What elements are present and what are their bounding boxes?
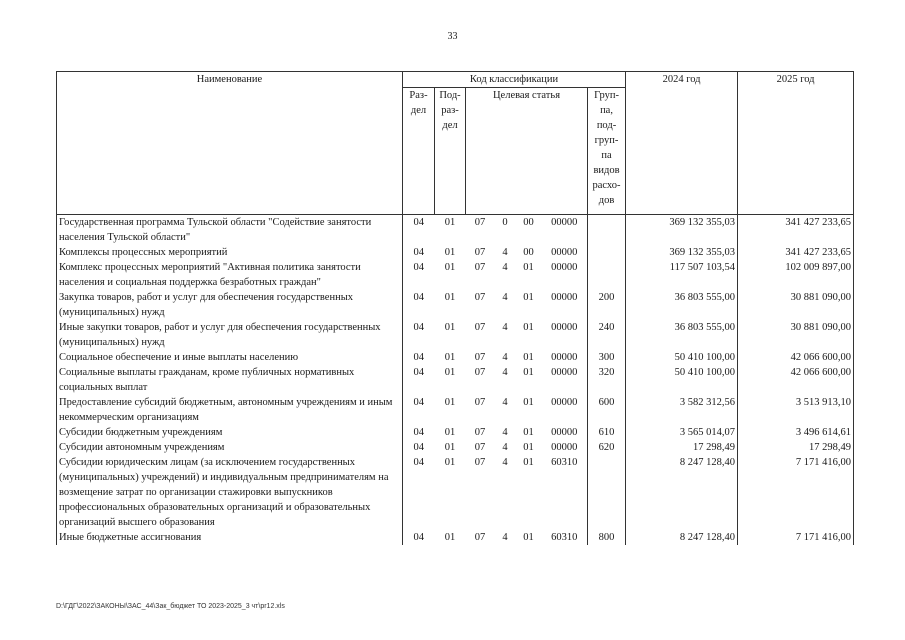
cell-target-type: 4 [502,532,508,543]
cell-section: 04 [413,247,424,258]
cell-amount-2024: 17 298,49 [626,440,738,455]
table-row [57,395,854,425]
cell-target-code: 00000 [542,245,588,260]
cell-target-type: 4 [502,352,508,363]
cell-subsection: 01 [444,532,456,543]
cell-target-program: 07 [474,427,486,438]
cell-amount-2025: 17 298,49 [738,440,854,455]
table-row [57,350,854,365]
header-name: Наименование [57,72,403,215]
header-code-group: Код классификации [403,72,626,88]
cell-expense-group [588,260,626,290]
cell-subsection: 01 [444,352,456,363]
table-row [57,215,854,246]
cell-expense-group: 610 [588,425,626,440]
cell-target-code: 00000 [542,395,588,425]
cell-target-program: 07 [474,442,486,453]
cell-amount-2025: 30 881 090,00 [738,320,854,350]
cell-target-code: 00000 [542,290,588,320]
cell-target-program: 07 [474,292,486,303]
cell-target-type: 4 [502,247,508,258]
table-row [57,425,854,440]
cell-expense-group: 320 [588,365,626,395]
cell-amount-2025: 30 881 090,00 [738,290,854,320]
cell-amount-2024: 117 507 103,54 [626,260,738,290]
header-year-2024: 2024 год [626,72,738,215]
cell-target-code: 60310 [542,530,588,545]
cell-amount-2024: 369 132 355,03 [626,215,738,246]
cell-expense-group: 200 [588,290,626,320]
cell-subsection: 01 [444,217,456,228]
cell-name: Государственная программа Тульской области "Содействие занятости населения Тульской области" [57,215,403,246]
cell-expense-group: 600 [588,395,626,425]
cell-expense-group: 800 [588,530,626,545]
cell-target-direction: 01 [523,352,534,363]
cell-amount-2025: 3 496 614,61 [738,425,854,440]
cell-section: 04 [413,457,424,468]
cell-name: Закупка товаров, работ и услуг для обеспечения государственных (муниципальных) нужд [57,290,403,320]
cell-target-code: 00000 [542,440,588,455]
cell-target-type: 4 [502,397,508,408]
cell-target-direction: 00 [523,217,534,228]
cell-subsection: 01 [444,247,456,258]
header-target-article: Целевая статья [466,88,588,215]
cell-subsection: 01 [444,442,456,453]
cell-target-program: 07 [474,532,486,543]
cell-target-type: 4 [502,457,508,468]
cell-name: Субсидии бюджетным учреждениям [57,425,403,440]
cell-target-direction: 00 [523,247,534,258]
cell-target-program: 07 [474,262,486,273]
cell-expense-group: 300 [588,350,626,365]
cell-name: Субсидии юридическим лицам (за исключением государственных (муниципальных) учреждений) и индивидуальным предпринимателям на возмещение затрат по организации стажировки выпускников профессиональных образовательных организаций и образовательных организаций высшего образования [57,455,403,530]
cell-subsection: 01 [444,367,456,378]
cell-target-type: 4 [502,292,508,303]
cell-name: Иные закупки товаров, работ и услуг для обеспечения государственных (муниципальных) нужд [57,320,403,350]
budget-table [56,71,854,545]
cell-target-type: 4 [502,442,508,453]
cell-name: Социальные выплаты гражданам, кроме публичных нормативных социальных выплат [57,365,403,395]
cell-amount-2024: 369 132 355,03 [626,245,738,260]
cell-amount-2024: 50 410 100,00 [626,365,738,395]
cell-target-direction: 01 [523,532,534,543]
table-row [57,245,854,260]
table-body [57,215,854,546]
cell-amount-2024: 36 803 555,00 [626,320,738,350]
table-row [57,320,854,350]
cell-target-code: 00000 [542,320,588,350]
cell-section: 04 [413,352,424,363]
cell-amount-2025: 3 513 913,10 [738,395,854,425]
cell-amount-2025: 102 009 897,00 [738,260,854,290]
cell-amount-2025: 42 066 600,00 [738,365,854,395]
cell-target-program: 07 [474,322,486,333]
cell-target-direction: 01 [523,442,534,453]
cell-subsection: 01 [444,457,456,468]
cell-amount-2024: 36 803 555,00 [626,290,738,320]
cell-section: 04 [413,532,424,543]
cell-target-direction: 01 [523,457,534,468]
cell-subsection: 01 [444,427,456,438]
cell-target-direction: 01 [523,427,534,438]
cell-expense-group: 240 [588,320,626,350]
cell-amount-2025: 341 427 233,65 [738,215,854,246]
table-row [57,455,854,530]
cell-target-direction: 01 [523,322,534,333]
cell-name: Социальное обеспечение и иные выплаты населению [57,350,403,365]
cell-target-type: 4 [502,367,508,378]
cell-name: Комплекс процессных мероприятий "Активная политика занятости населения и социальная поддержка безработных граждан" [57,260,403,290]
cell-subsection: 01 [444,397,456,408]
cell-target-code: 00000 [542,425,588,440]
cell-section: 04 [413,442,424,453]
table-row [57,290,854,320]
cell-amount-2024: 3 582 312,56 [626,395,738,425]
cell-section: 04 [413,427,424,438]
cell-expense-group [588,455,626,530]
cell-expense-group [588,215,626,246]
cell-target-type: 0 [502,217,508,228]
cell-target-code: 00000 [542,365,588,395]
table-row [57,440,854,455]
cell-name: Субсидии автономным учреждениям [57,440,403,455]
cell-target-program: 07 [474,457,486,468]
cell-section: 04 [413,322,424,333]
cell-section: 04 [413,262,424,273]
cell-amount-2025: 7 171 416,00 [738,455,854,530]
cell-expense-group: 620 [588,440,626,455]
cell-target-type: 4 [502,427,508,438]
file-path-footer: D:\ГДГ\2022\ЗАКОНЫ\ЗАС_44\Зак_бюджет ТО 2023-2025_3 чт\pr12.xls [56,603,285,610]
table-row [57,260,854,290]
cell-target-program: 07 [474,247,486,258]
cell-target-program: 07 [474,367,486,378]
cell-target-type: 4 [502,322,508,333]
cell-amount-2024: 8 247 128,40 [626,530,738,545]
cell-target-type: 4 [502,262,508,273]
cell-target-program: 07 [474,397,486,408]
table-row [57,530,854,545]
cell-target-code: 00000 [542,260,588,290]
cell-subsection: 01 [444,322,456,333]
cell-amount-2024: 50 410 100,00 [626,350,738,365]
cell-target-code: 00000 [542,350,588,365]
cell-target-program: 07 [474,217,486,228]
cell-amount-2024: 8 247 128,40 [626,455,738,530]
cell-amount-2025: 42 066 600,00 [738,350,854,365]
cell-target-program: 07 [474,352,486,363]
header-section: Раз- дел [403,88,435,215]
cell-name: Иные бюджетные ассигнования [57,530,403,545]
cell-target-code: 00000 [542,215,588,246]
page-number: 33 [447,31,458,42]
cell-section: 04 [413,292,424,303]
cell-expense-group [588,245,626,260]
cell-subsection: 01 [444,262,456,273]
cell-target-direction: 01 [523,292,534,303]
header-expense-group: Груп- па, под- груп- па видов расхо- дов [588,88,626,215]
cell-amount-2025: 341 427 233,65 [738,245,854,260]
cell-amount-2024: 3 565 014,07 [626,425,738,440]
cell-target-direction: 01 [523,367,534,378]
cell-section: 04 [413,397,424,408]
cell-target-direction: 01 [523,397,534,408]
cell-target-code: 60310 [542,455,588,530]
cell-amount-2025: 7 171 416,00 [738,530,854,545]
cell-name: Предоставление субсидий бюджетным, автономным учреждениям и иным некоммерческим организациям [57,395,403,425]
cell-section: 04 [413,217,424,228]
cell-subsection: 01 [444,292,456,303]
cell-section: 04 [413,367,424,378]
cell-name: Комплексы процессных мероприятий [57,245,403,260]
header-subsection: Под- раз- дел [435,88,466,215]
cell-target-direction: 01 [523,262,534,273]
table-row [57,365,854,395]
header-year-2025: 2025 год [738,72,854,215]
